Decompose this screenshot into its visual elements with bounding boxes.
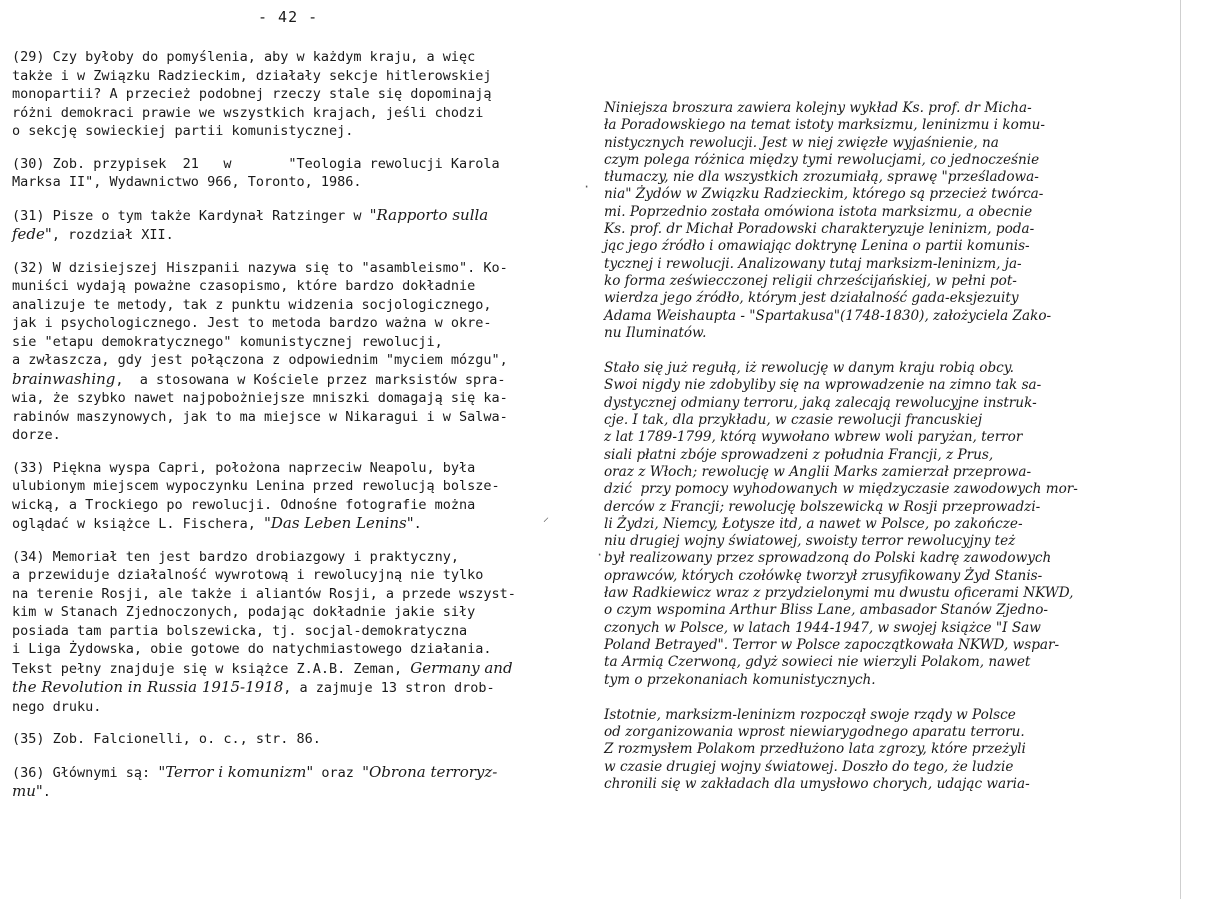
footnote [12,48,572,141]
footnote-text: (35) Zob. Falcionelli, o. c., str. 86. [12,731,321,747]
scan-speck: · [596,548,604,562]
footnote-italic-text: "Rapporto sulla fede" [12,205,489,243]
page-number: - 42 - [258,8,319,26]
footnote-text: , a stosowana w Kościele przez marksistów spra- wia, że szybko nawet najpobożniejsze mniszki domagają się ka- rabinów maszynowych, jak to ma miejsce w Nikaragui i w Salwa- dorze. [12,371,508,443]
footnote-italic-text: brainwashing [12,369,116,388]
footnote-text: (34) Memoriał ten jest bardzo drobiazgowy i praktyczny, a przewiduje działalność wywrotową i rewolucyjną nie tylko na terenie Rosji, ale także i aliantów Rosji, a przede wszyst- kim w Stanach Zjednoczonych, podając dokładnie jakie siły posiada tam partia bolszewicka, tj. socjal-demokratyczna i Liga Żydowska, obie gotowe do natychmiastowego działania. Tekst pełny znajduje się w książce Z.A.B. Zeman, [12,548,516,677]
body-paragraph: Istotnie, marksizm-leninizm rozpoczął swoje rządy w Polsce od zorganizowania wprost niewiarygodnego aparatu terroru. Z rozmysłem Polakom przedłużono lata zgrozy, które przeżyli w czasie drugiej wojny światowej. Doszło do tego, że ludzie chronili się w zakładach dla umysłowo chorych, udając waria- [604,706,1030,792]
footnote-italic-text: "Obrona terroryz- mu" [12,762,498,800]
footnote [12,730,572,749]
footnote [12,459,572,534]
footnote-text: oraz [313,764,363,781]
footnote-text: (32) W dzisiejszej Hiszpanii nazywa się to "asambleismo". Ko- muniści wydają poważne czasopismo, które bardzo dokładnie analizuje te metody, tak z punktu widzenia socjologicznego, jak i psychologicznego. Jest to metoda bardzo ważna w okre- sie "etapu demokratycznego" komunistycznej rewolucji, a zwłaszcza, gdy jest połączona z odpowiednim "myciem mózgu", [12,259,508,368]
footnotes-column [12,48,572,816]
scan-speck: ⸝ [543,510,550,524]
body-paragraph: Niniejsza broszura zawiera kolejny wykład Ks. prof. dr Micha- ła Poradowskiego na temat istoty marksizmu, leninizmu i komu- nistycznych rewolucji. Jest w niej zwięzłe wyjaśnienie, na czym polega różnica między tymi rewolucjami, co jednocześnie tłumaczy, nie dla wszystkich zrozumiałą, sprawę "prześladowa- nia" Żydów w Związku Radzieckim, którego są przecież twórca- mi. Poprzednio została omówiona istota marksizmu, a obecnie Ks. prof. dr Michał Poradowski charakteryzuje leninizm, poda- jąc jego źródło i omawiając doktrynę Lenina o partii komunis- tycznej i rewolucji. Analizowany tutaj marksizm-leninizm, ja- ko forma zeświecczonej religii chrześcijańskiej, w pełni pot- wierdza jego źródło, którym jest działalność gada-eksjezuity Adama Weishaupta - "Spartakusa"(1748-1830), założyciela Zako- nu Iluminatów. [604,100,1052,341]
scan-speck: · [583,180,591,194]
footnote-text: (29) Czy byłoby do pomyślenia, aby w każdym kraju, a więc także i w Związku Radzieckim, działały sekcje hitlerowskiej monopartii? A przecież podobnej rzeczy stale się dopominają różni demokraci prawie we wszystkich krajach, jeśli chodzi o sekcję sowieckiej partii komunistycznej. [12,49,492,139]
footnote [12,763,572,802]
footnote-text: , rozdział XII. [51,227,174,243]
footnote-text: . [42,784,51,800]
footnote-italic-text: "Terror i komunizm" [158,762,314,781]
footnote-italic-text: Germany and the Revolution in Russia 1915-1918 [12,658,513,696]
footnote-text: (33) Piękna wyspa Capri, położona naprzeciw Neapolu, była ulubionym miejscem wypoczynku Lenina przed rewolucją bolsze- wicką, a Trockiego po rewolucji. Odnośne fotografie można oglądać w książce L. Fischera, [12,459,500,532]
footnote [12,259,572,445]
footnote-text: (36) Głównymi są: [12,764,159,781]
body-text-column [604,100,1160,811]
footnote-text: , a zajmuje 13 stron drob- nego druku. [12,680,495,715]
footnote-text: (30) Zob. przypisek 21 w "Teologia rewolucji Karola Marksa II", Wydawnictwo 966, Toronto, 1986. [12,155,500,190]
body-paragraph: Stało się już regułą, iż rewolucję w danym kraju robią obcy. Swoi nigdy nie zdobyliby się na wprowadzenie na zimno tak sa- dystycznej odmiany terroru, jaką zalecają rewolucyjne instruk- cje. I tak, dla przykładu, w czasie rewolucji francuskiej z lat 1789-1799, którą wywołano wbrew woli paryżan, terror siali płatni zbóje sprowadzeni z południa Francji, z Prus, oraz z Włoch; rewolucję w Anglii Marks zamierzał przeprowa- dzić przy pomocy wyhodowanych w międzyczasie zawodowych mor- derców z Francji; rewolucję bolszewicką w Rosji przeprowadzi- li Żydzi, Niemcy, Łotysze itd, a nawet w Polsce, po zakończe- niu drugiej wojny światowej, swoisty terror rewolucyjny też był realizowany przez sprowadzoną do Polski kadrę zawodowych oprawców, których czołówkę tworzył zrusyfikowany Żyd Stanis- ław Radkiewicz wraz z przydzielonymi mu dwustu oficerami NKWD, o czym wspomina Arthur Bliss Lane, ambasador Stanów Zjedno- czonych w Polsce, w latach 1944-1947, w swojej książce "I Saw Poland Betrayed". Terror w Polsce zapoczątkowała NKWD, wspar- ta Armią Czerwoną, gdyż sowieci nie wierzyli Polakom, nawet tym o przekonaniach komunistycznych. [604,360,1078,688]
footnote [12,206,572,245]
page-edge-line [1180,0,1181,899]
footnote [12,155,572,192]
footnote-text: (31) Pisze o tym także Kardynał Ratzinger w [12,207,370,224]
footnote-italic-text: "Das Leben Lenins" [263,514,414,532]
footnote-text: . [413,516,422,532]
footnote [12,548,572,717]
